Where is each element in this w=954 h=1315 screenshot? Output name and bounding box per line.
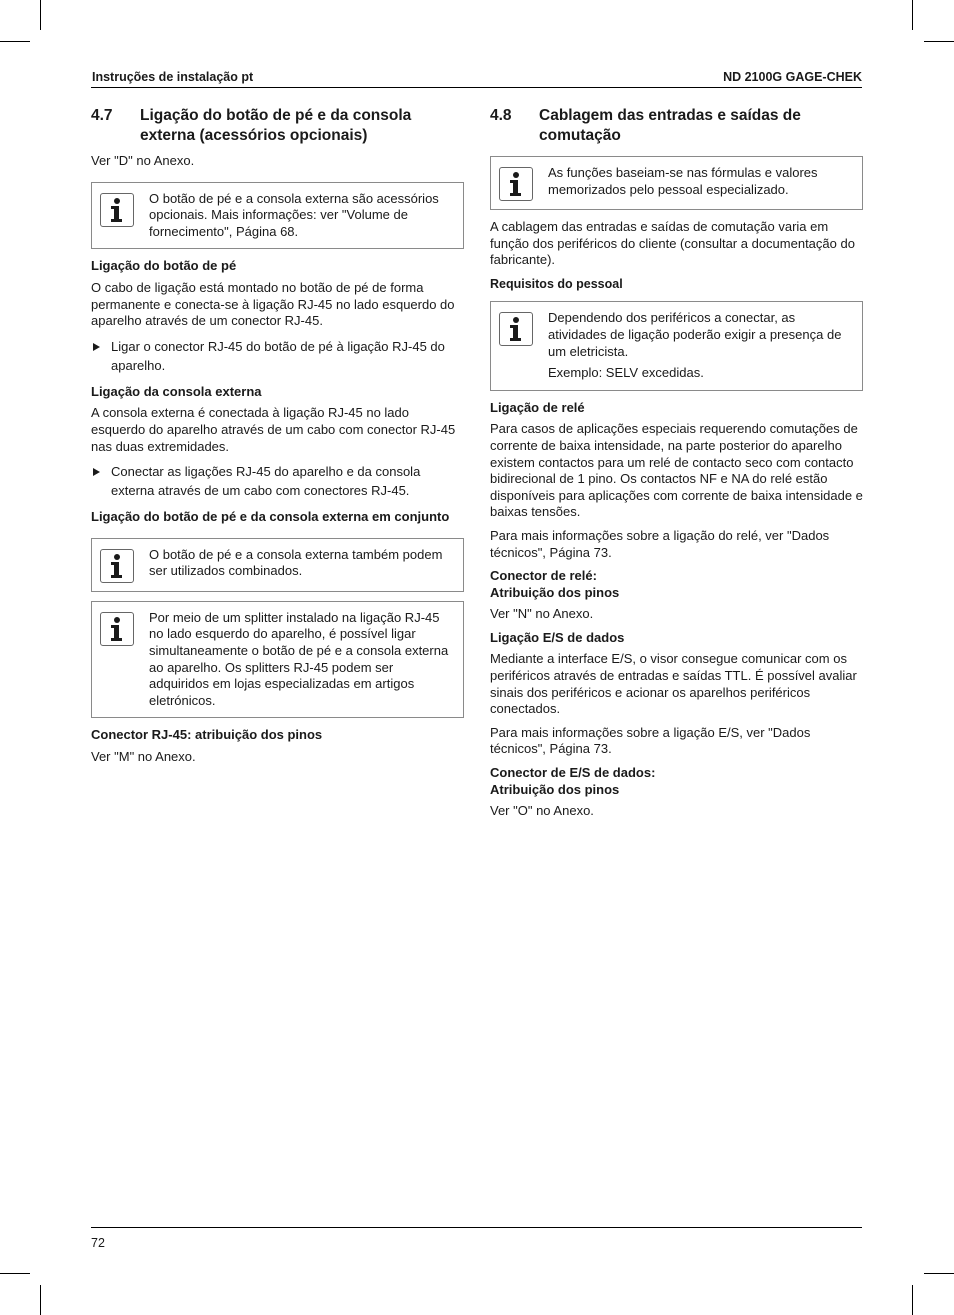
subheading-line: Conector de E/S de dados:	[490, 765, 656, 781]
crop-mark	[0, 41, 30, 42]
paragraph: O cabo de ligação está montado no botão de pé de forma permanente e conecta-se à ligação RJ-45 no lado esquerdo do aparelho através de um conector RJ-45.	[91, 279, 455, 329]
intro-text: Ver "D" no Anexo.	[91, 153, 195, 168]
section-title: Cablagem das entradas e saídas de comutação	[539, 107, 801, 144]
paragraph: A cablagem das entradas e saídas de comutação varia em função dos periféricos do cliente (consultar a documentação do fabricante).	[490, 219, 855, 268]
running-header-product: ND 2100G GAGE-CHEK	[723, 70, 862, 84]
subheading	[490, 568, 863, 601]
step-text: Ligar o conector RJ-45 do botão de pé à ligação RJ-45 do aparelho.	[111, 338, 445, 373]
section-number: 4.7	[91, 107, 113, 124]
note-text: O botão de pé e a consola externa são acessórios opcionais. Mais informações: ver "Volume de fornecimento", Página 68.	[149, 190, 439, 239]
section-heading-4-7	[91, 106, 464, 146]
subheading	[490, 765, 863, 798]
subheading-line: Conector de relé:	[490, 568, 597, 584]
paragraph: Para mais informações sobre a ligação do relé, ver "Dados técnicos", Página 73.	[490, 527, 830, 560]
running-header-title: Instruções de instalação pt	[92, 70, 254, 84]
footer-rule	[91, 1227, 862, 1228]
section-number: 4.8	[490, 107, 512, 124]
subheading: Ligação da consola externa	[91, 383, 262, 399]
info-icon	[100, 549, 134, 583]
info-note	[490, 301, 863, 390]
info-icon	[499, 312, 533, 346]
crop-mark	[40, 1285, 41, 1315]
crop-mark	[924, 41, 954, 42]
paragraph: Para mais informações sobre a ligação E/S, ver "Dados técnicos", Página 73.	[490, 724, 811, 757]
page-number: 72	[91, 1236, 105, 1250]
crop-mark	[924, 1273, 954, 1274]
section-title: Ligação do botão de pé e da consola externa (acessórios opcionais)	[140, 107, 412, 144]
right-column	[490, 106, 863, 827]
paragraph: Para casos de aplicações especiais requerendo comutações de corrente de baixa intensidade, na parte posterior do aparelho existem contactos para um relé de contacto seco com contacto bidirecional de 1 pino. Os contactos NF e NA do relé estão disponíveis para aplicações com corrente de baixa intensidade e baixas tensões.	[490, 421, 863, 520]
subheading: Ligação de relé	[490, 399, 585, 415]
info-note	[91, 601, 464, 719]
note-text: Dependendo dos periféricos a conectar, as atividades de ligação poderão exigir a presença de um eletricista.	[548, 310, 842, 359]
header-rule	[91, 87, 862, 88]
subheading-line: Atribuição dos pinos	[490, 781, 620, 797]
left-column	[91, 106, 464, 772]
info-icon	[499, 167, 533, 201]
note-text: As funções baseiam-se nas fórmulas e valores memorizados pelo pessoal especializado.	[548, 165, 818, 197]
info-icon	[100, 193, 134, 227]
arrow-bullet-icon	[93, 343, 100, 351]
note-text: O botão de pé e a consola externa também podem ser utilizados combinados.	[149, 546, 443, 579]
info-note	[91, 538, 464, 592]
subheading-line: Atribuição dos pinos	[490, 584, 620, 600]
paragraph: Mediante a interface E/S, o visor consegue comunicar com os periféricos através de entradas e saídas TTL. É possível avaliar sinais dos periféricos e acionar os aparelhos periféricos conectados.	[490, 651, 857, 717]
subheading: Ligação E/S de dados	[490, 629, 625, 645]
step-text: Conectar as ligações RJ-45 do aparelho e da consola externa através de um cabo com conectores RJ-45.	[111, 464, 421, 499]
subheading: Ligação do botão de pé e da consola externa em conjunto	[91, 509, 450, 525]
info-note	[490, 156, 863, 210]
crop-mark	[0, 1273, 30, 1274]
instruction-step	[91, 462, 464, 500]
note-text: Por meio de um splitter instalado na ligação RJ-45 no lado esquerdo do aparelho, é possível ligar simultaneamente o botão de pé e a consola externa ao aparelho. Os splitters RJ-45 podem ser adquiridos em lojas especializadas em artigos eletrónicos.	[149, 609, 449, 708]
note-example: Exemplo: SELV excedidas.	[548, 365, 704, 381]
info-note	[91, 182, 464, 250]
arrow-bullet-icon	[93, 468, 100, 476]
info-icon	[100, 612, 134, 646]
instruction-step	[91, 337, 464, 375]
section-heading-4-8	[490, 106, 863, 146]
subheading: Conector RJ-45: atribuição dos pinos	[91, 727, 323, 743]
crop-mark	[40, 0, 41, 30]
paragraph: Ver "O" no Anexo.	[490, 803, 594, 819]
crop-mark	[912, 1285, 913, 1315]
paragraph: A consola externa é conectada à ligação RJ-45 no lado esquerdo do aparelho através de um cabo com conector RJ-45 nas duas extremidades.	[91, 405, 456, 454]
crop-mark	[912, 0, 913, 30]
subheading: Requisitos do pessoal	[490, 276, 623, 291]
paragraph: Ver "M" no Anexo.	[91, 748, 196, 764]
subheading: Ligação do botão de pé	[91, 258, 237, 274]
paragraph: Ver "N" no Anexo.	[490, 606, 594, 622]
